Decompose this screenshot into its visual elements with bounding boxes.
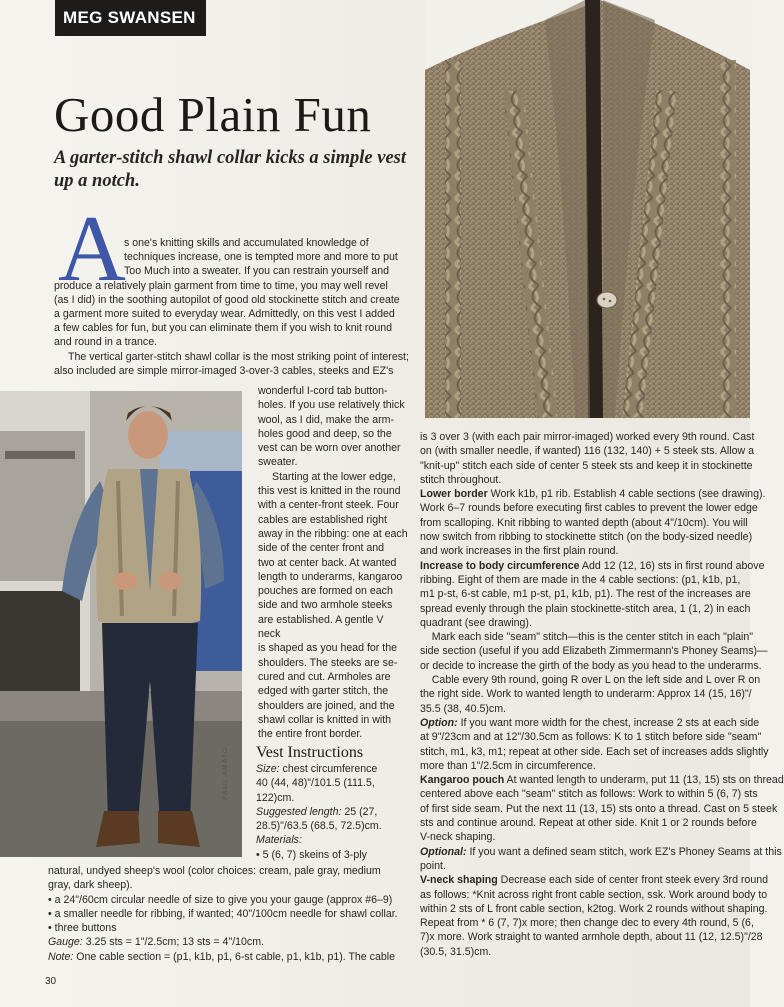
instruction-text: 7)x more. Work straight to wanted armhole depth, about 11 (12, 12.5)"/28 (420, 931, 763, 944)
instruction-line (420, 430, 755, 444)
instruction-line (420, 902, 768, 916)
instruction-line (420, 573, 750, 587)
instruction-text: now switch from ribbing to stockinette stitch (on the body-sized needle) (420, 531, 753, 544)
instruction-line (420, 859, 750, 873)
instruction-line (420, 916, 754, 930)
instruction-line (420, 845, 782, 859)
instruction-line (420, 644, 768, 658)
length-label: Suggested length: (256, 805, 342, 818)
instruction-text: stitch throughout. (420, 473, 502, 486)
column-name-tag: MEG SWANSEN (55, 0, 206, 36)
wrap-line: side of the center front and (258, 542, 385, 555)
model-photo (0, 391, 242, 857)
instruction-text: Cable every 9th round, going R over L on the left side and L over R on (420, 674, 761, 687)
wrap-line: wonderful I-cord tab button- (258, 385, 388, 397)
intro-line: The vertical garter-stitch shawl collar is the most striking point of interest; (68, 350, 409, 363)
intro-line: produce a relatively plain garment from time to time, you may well revel (54, 279, 388, 292)
wrap-line: holes. If you use relatively thick (258, 399, 405, 412)
wrap-line: shawl collar is knitted in with (258, 713, 392, 726)
wrap-line: with a center-front steek. Four (258, 499, 399, 512)
instruction-text: side section (useful if you add Elizabeth Zimmermann's Phoney Seams)— (420, 645, 768, 658)
instruction-line (420, 873, 769, 887)
instruction-text: within 2 sts of L front cable section, k2tog. Work 2 rounds without shaping. (420, 902, 768, 915)
instructions-heading: Vest Instructions (256, 744, 364, 761)
instruction-line (420, 659, 762, 673)
intro-line: a garment more suited to everyday wear. Admittedly, on this vest I added (54, 308, 395, 321)
wrap-line: holes good and deep, so the (258, 427, 392, 440)
instruction-line (420, 787, 758, 801)
instruction-text: (30.5, 31.5)cm. (420, 945, 492, 958)
instruction-line (420, 945, 750, 959)
gauge-text: 3.25 sts = 1"/2.5cm; 13 sts = 4"/10cm. (85, 936, 265, 949)
instruction-line (420, 473, 750, 487)
instruction-text: m1 p-st, 6-st cable, m1 p-st, p1, k1b, p1). The rest of the increases are (420, 588, 751, 601)
intro-text (54, 236, 416, 378)
instruction-line (420, 687, 750, 701)
instruction-text: quadrant (see drawing). (420, 616, 532, 629)
intro-line: Too Much into a sweater. If you can restrain yourself and (124, 265, 389, 278)
instruction-line (420, 459, 753, 473)
size-line: 40 (44, 48)"/101.5 (111.5, (256, 777, 375, 790)
length-line: 28.5)"/63.5 (68.5, 72.5)cm. (256, 820, 382, 833)
intro-line: and round in a trance. (54, 336, 158, 349)
instruction-line (420, 673, 761, 687)
size-label: Size: (256, 763, 280, 775)
instruction-text: Work 6–7 rounds before executing first cables to prevent the lower edge (420, 502, 758, 515)
instruction-lead: Kangaroo pouch (420, 774, 505, 787)
drop-cap: A (58, 197, 126, 301)
instruction-text: or decide to increase the girth of the body as you head to the underarms. (420, 659, 762, 672)
instruction-line (420, 759, 750, 773)
wrap-line: this vest is knitted in the round (258, 485, 401, 498)
wrap-line: away in the ribbing: one at each (258, 527, 408, 540)
instruction-line (420, 587, 750, 601)
instruction-text: from scalloping. Knit ribbing to wanted depth (about 4"/10cm). You will (420, 516, 748, 529)
materials-line: • a smaller needle for ribbing, if wanted; 40"/100cm needle for shawl collar. (48, 907, 398, 920)
instruction-text: If you want more width for the chest, increase 2 sts at each side (457, 716, 760, 729)
instruction-text: At wanted length to underarm, put 11 (13, 15) sts on thread (504, 774, 784, 787)
instructions-right-column (420, 430, 784, 1000)
instruction-text: Mark each side "seam" stitch—this is the center stitch in each "plain" (420, 631, 753, 644)
article-subtitle: A garter-stitch shawl collar kicks a simple vest up a notch. (54, 148, 407, 191)
photo-credit: PAUL AMATO (222, 746, 229, 800)
instruction-line (420, 730, 762, 744)
instruction-line (420, 830, 750, 844)
instruction-line (420, 630, 753, 644)
note-text: One cable section = (p1, k1b, p1, 6-st cable, p1, k1b, p1). The cable (76, 950, 395, 963)
wrap-line: are established. A gentle V neck (258, 613, 384, 641)
instruction-text: ribbing. Eight of them are made in the 4 cable sections: (p1, k1b, p1, (420, 573, 741, 586)
instruction-text: at 9"/23cm and at 12"/30.5cm as follows: K to 1 stitch before side "seam" (420, 731, 762, 744)
intro-line: s one's knitting skills and accumulated knowledge of (124, 237, 369, 249)
intro-line: a few cables for fun, but you can eliminate them if you wish to knit round (54, 322, 393, 335)
wrap-text (258, 384, 408, 741)
instruction-line (420, 702, 750, 716)
wrap-line: edged with garter stitch, the (258, 685, 389, 698)
instruction-text: 35.5 (38, 40.5)cm. (420, 702, 506, 715)
wrap-line: sweater. (258, 456, 298, 469)
instruction-text: of first side seam. Put the next 11 (13, 15) sts onto a thread. Cast on 5 steek (420, 802, 778, 815)
size-text: chest circumference (282, 763, 378, 775)
instruction-text: as follows: *Knit across right front cable section, ssk. Work around body to (420, 888, 768, 901)
instruction-lead: Option: (420, 716, 458, 729)
wrap-line: Starting at the lower edge, (272, 470, 396, 483)
instruction-line (420, 501, 758, 515)
instruction-text: sts and continue around. Repeat at other side. Knit 1 or 2 rounds before (420, 817, 757, 830)
article-title: Good Plain Fun (54, 87, 372, 142)
wrap-line: cured and cut. Armholes are (258, 670, 391, 683)
wrap-line: shoulders. The steeks are se- (258, 656, 398, 669)
wrap-line: pouches are formed on each (258, 585, 393, 598)
instruction-line (420, 444, 754, 458)
wrap-line: two at center back. At wanted (258, 556, 397, 569)
length-text: 25 (27, (344, 805, 378, 818)
instruction-line (420, 802, 778, 816)
instructions-size-block (256, 762, 416, 862)
knit-detail-photo (425, 0, 750, 418)
instruction-line (420, 530, 753, 544)
instruction-text: If you want a defined seam stitch, work EZ's Phoney Seams at this (466, 845, 782, 858)
instruction-text: centered above each "seam" stitch as follows: Work to within 5 (6, 7) sts (420, 788, 758, 801)
wrap-line: shoulders are joined, and the (258, 699, 395, 712)
note-label: Note: (48, 950, 74, 963)
instruction-line (420, 930, 763, 944)
instruction-text: on (with smaller needle, if wanted) 116 (132, 140) + 5 steek sts. Allow a (420, 445, 754, 458)
wrap-line: vest can be worn over another (258, 442, 401, 455)
materials-continued (48, 864, 416, 964)
instruction-text: and work increases in the first plain round. (420, 545, 619, 558)
materials-label: Materials: (256, 834, 302, 847)
instruction-line (420, 516, 750, 530)
wrap-line: is shaped as you head for the (258, 642, 397, 655)
instruction-text: V-neck shaping. (420, 831, 496, 844)
instruction-text: Add 12 (12, 16) sts in first round above (579, 559, 765, 572)
instruction-line (420, 602, 750, 616)
materials-line: • 5 (6, 7) skeins of 3-ply (256, 848, 367, 861)
instruction-lead: Optional: (420, 845, 467, 858)
wrap-line: cables are established right (258, 513, 387, 526)
size-line: 122)cm. (256, 791, 295, 804)
instruction-line (420, 487, 766, 501)
gauge-label: Gauge: (48, 936, 83, 949)
materials-line: • a 24"/60cm circular needle of size to give you your gauge (approx #6–9) (48, 893, 393, 906)
wrap-line: side and two armhole steeks (258, 599, 393, 612)
materials-line: • three buttons (48, 922, 117, 935)
materials-line: natural, undyed sheep's wool (color choices: cream, pale gray, medium (48, 865, 381, 877)
instruction-text: Repeat from * 6 (7, 7)x more; then change dec to every 4th round, 5 (6, (420, 917, 754, 930)
intro-line: (as I did) in the soothing autopilot of good old stockinette stitch and create (54, 293, 400, 306)
page-number: 30 (45, 976, 57, 987)
materials-line: gray, dark sheep). (48, 879, 133, 892)
instruction-lead: Lower border (420, 488, 488, 501)
instruction-line (420, 773, 784, 787)
instruction-text: more than 1"/2.5cm in circumference. (420, 759, 596, 772)
instruction-line (420, 716, 760, 730)
wrap-line: length to underarms, kangaroo (258, 570, 403, 583)
instruction-text: the right side. Work to wanted length to underarm: Approx 14 (15, 16)"/ (420, 688, 752, 701)
instruction-text: stitch, m1, k3, m1; repeat at other side. Each set of increases adds slightly (420, 745, 769, 758)
instruction-line (420, 544, 750, 558)
instruction-text: is 3 over 3 (with each pair mirror-imaged) worked every 9th round. Cast (420, 431, 755, 443)
instruction-text: "knit-up" stitch each side of center 5 steek sts and keep it in stockinette (420, 459, 753, 472)
wrap-line: the entire front border. (258, 728, 363, 741)
instruction-lead: Increase to body circumference (420, 559, 580, 572)
instruction-line (420, 745, 769, 759)
intro-line: also included are simple mirror-imaged 3-over-3 cables, steeks and EZ's (54, 364, 394, 377)
instruction-text: Decrease each side of center front steek every 3rd round (497, 874, 769, 887)
instruction-line (420, 888, 768, 902)
instruction-lead: V-neck shaping (420, 874, 498, 887)
intro-line: techniques increase, one is tempted more and more to put (124, 251, 398, 264)
instruction-text: Work k1b, p1 rib. Establish 4 cable sections (see drawing). (487, 488, 766, 501)
instruction-line (420, 816, 757, 830)
instruction-line (420, 559, 765, 573)
instruction-line (420, 616, 750, 630)
instruction-text: point. (420, 859, 446, 872)
wrap-line: wool, as I did, make the arm- (258, 413, 395, 426)
instruction-text: spread evenly through the plain stockinette-stitch area, 1 (1, 2) in each (420, 602, 751, 615)
